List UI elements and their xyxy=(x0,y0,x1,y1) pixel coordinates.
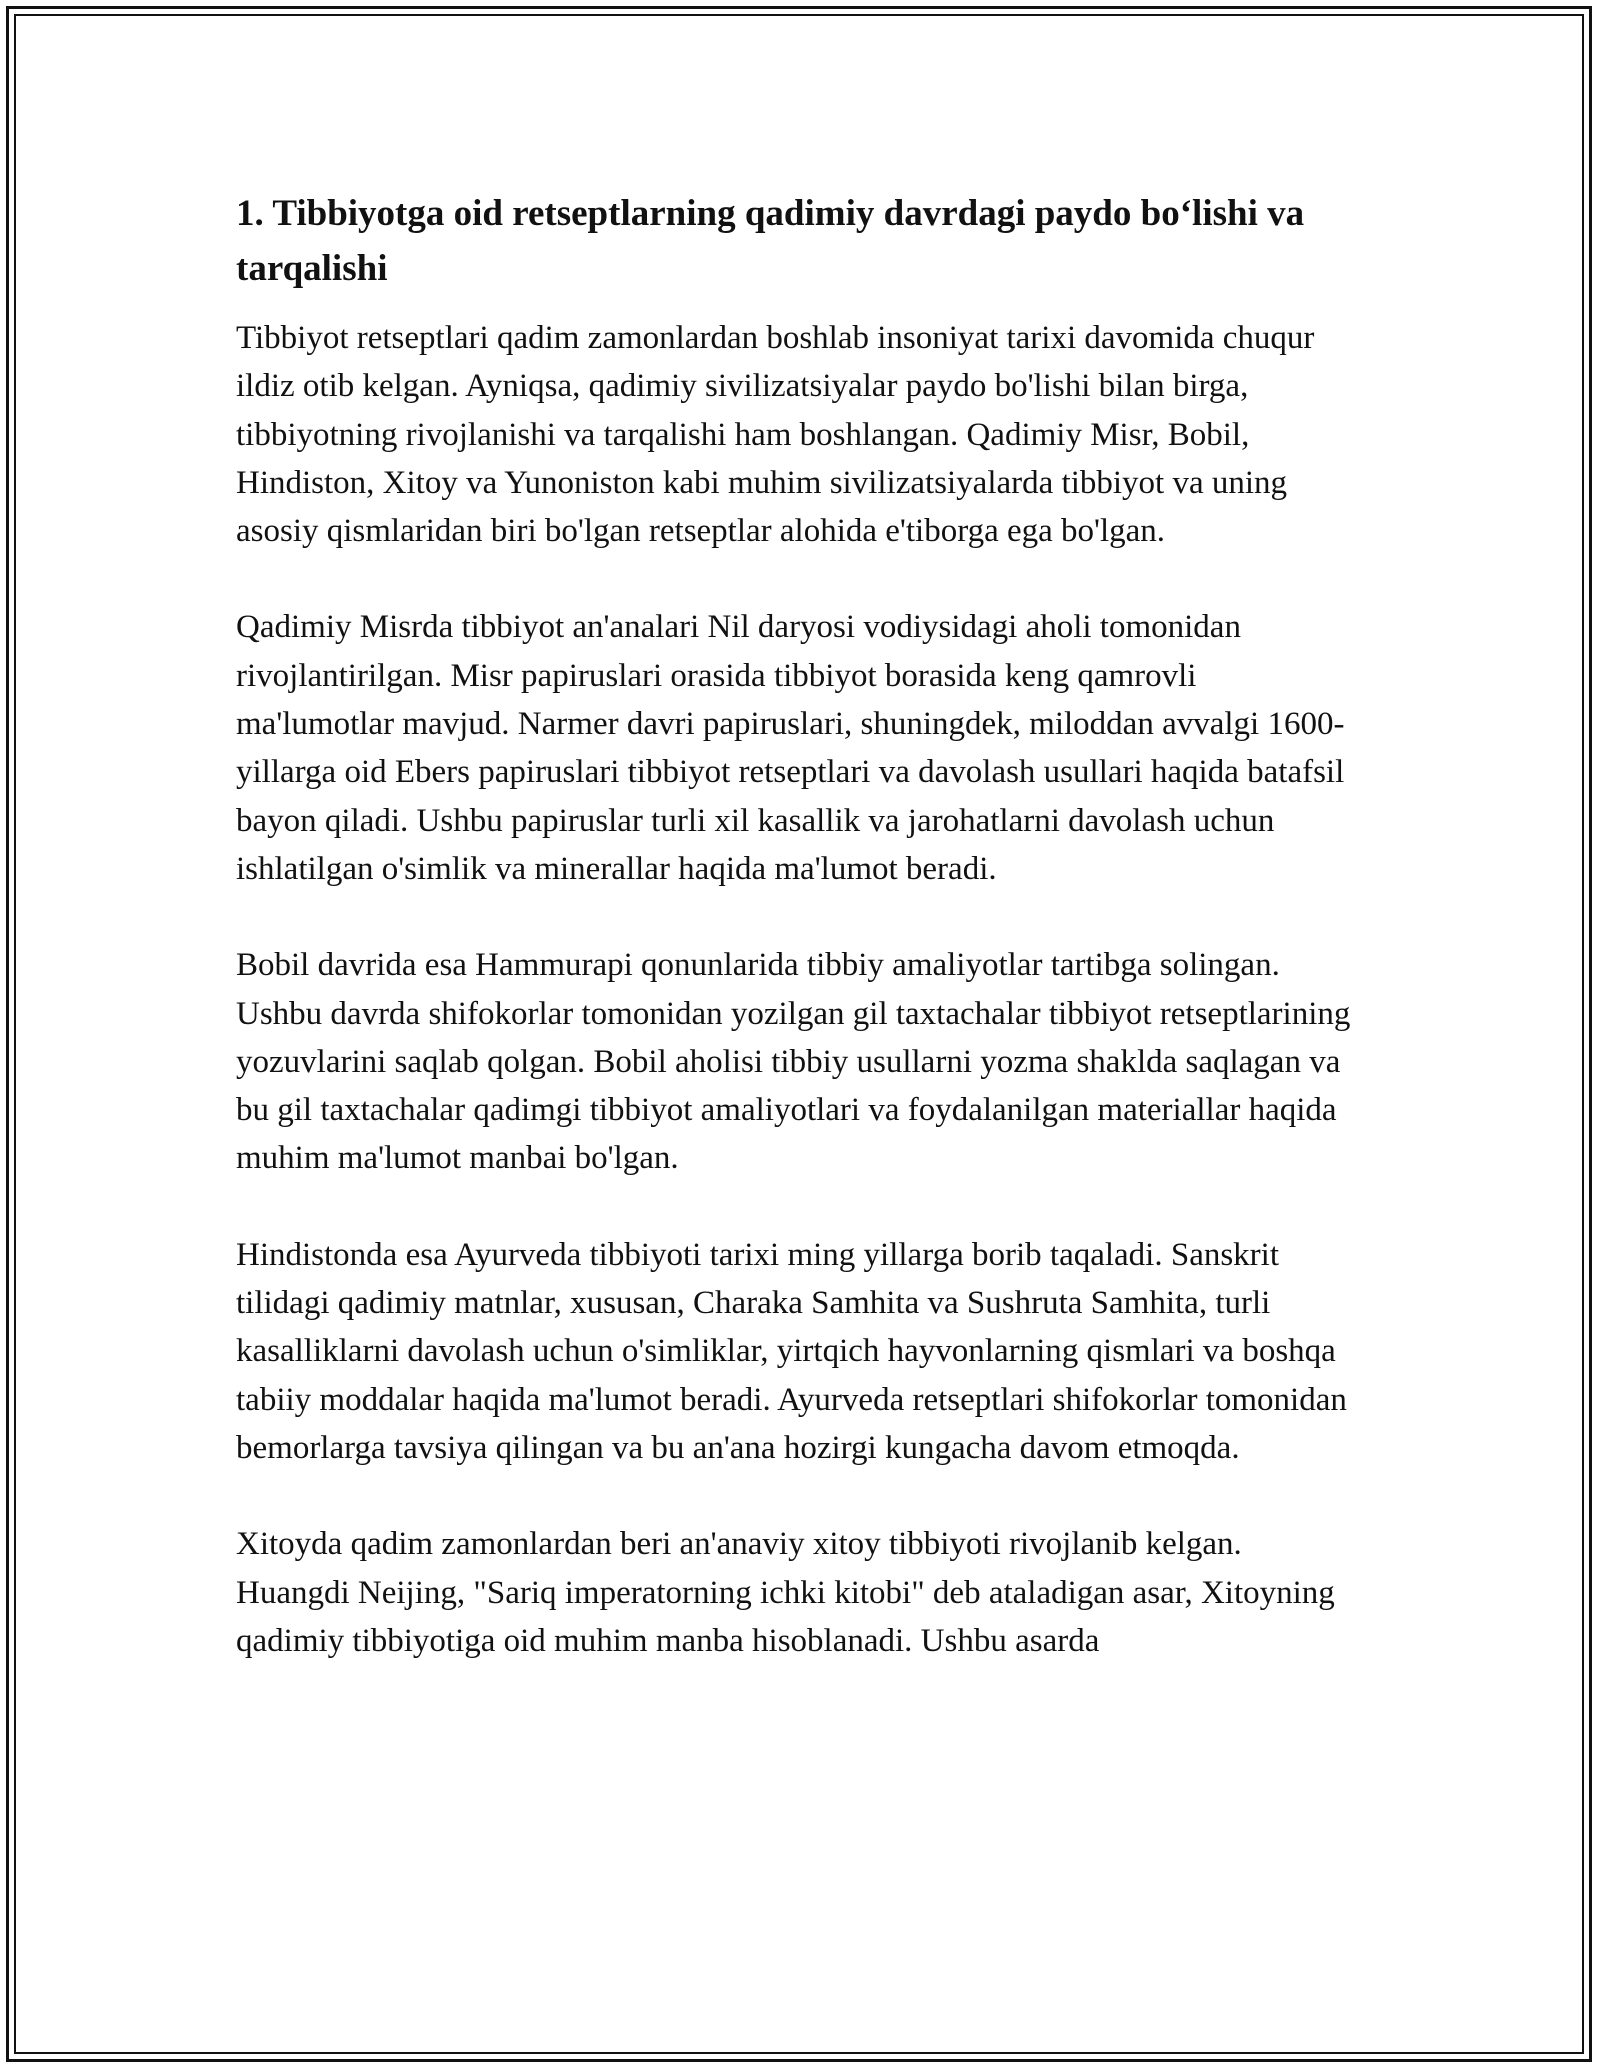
paragraph-babylon: Bobil davrida esa Hammurapi qonunlarida tibbiy amaliyotlar tartibga solingan. Ushbu davrda shifokorlar tomonidan yozilgan gil taxtachalar tibbiyot retseptlarining yozuvlarini saqlab qolgan. Bobil aholisi tibbiy usullarni yozma shaklda saqlagan va bu gil taxtachalar qadimgi tibbiyot amaliyotlari va foydalanilgan materiallar haqida muhim ma'lumot manbai bo'lgan. xyxy=(236,947,1351,1177)
document-body xyxy=(236,186,1360,1713)
paragraph-intro: Tibbiyot retseptlari qadim zamonlardan boshlab insoniyat tarixi davomida chuqur ildiz otib kelgan. Ayniqsa, qadimiy sivilizatsiyalar paydo bo'lishi bilan birga, tibbiyotning rivojlanishi va tarqalishi ham boshlangan. Qadimiy Misr, Bobil, Hindiston, Xitoy va Yunoniston kabi muhim sivilizatsiyalarda tibbiyot va uning asosiy qismlaridan biri bo'lgan retseptlar alohida e'tiborga ega bo'lgan. xyxy=(236,320,1315,550)
paragraph-china: Xitoyda qadim zamonlardan beri an'anaviy xitoy tibbiyoti rivojlanib kelgan. Huangdi Neijing, "Sariq imperatorning ichki kitobi" deb ataladigan asar, Xitoyning qadimiy tibbiyotiga oid muhim manba hisoblanadi. Ushbu asarda xyxy=(236,1526,1335,1659)
paragraph-india: Hindistonda esa Ayurveda tibbiyoti tarixi ming yillarga borib taqaladi. Sanskrit tilidagi qadimiy matnlar, xususan, Charaka Samhita va Sushruta Samhita, turli kasalliklarni davolash uchun o'simliklar, yirtqich hayvonlarning qismlari va boshqa tabiiy moddalar haqida ma'lumot beradi. Ayurveda retseptlari shifokorlar tomonidan bemorlarga tavsiya qilingan va bu an'ana hozirgi kungacha davom etmoqda. xyxy=(236,1236,1347,1466)
section-heading: 1. Tibbiyotga oid retseptlarning qadimiy davrdagi paydo bo‘lishi va tarqalishi xyxy=(236,193,1305,289)
paragraph-egypt: Qadimiy Misrda tibbiyot an'analari Nil daryosi vodiysidagi aholi tomonidan rivojlantirilgan. Misr papiruslari orasida tibbiyot borasida keng qamrovli ma'lumotlar mavjud. Narmer davri papiruslari, shuningdek, miloddan avvalgi 1600-yillarga oid Ebers papiruslari tibbiyot retseptlari va davolash usullari haqida batafsil bayon qiladi. Ushbu papiruslar turli xil kasallik va jarohatlarni davolash uchun ishlatilgan o'simlik va minerallar haqida ma'lumot beradi. xyxy=(236,609,1345,887)
